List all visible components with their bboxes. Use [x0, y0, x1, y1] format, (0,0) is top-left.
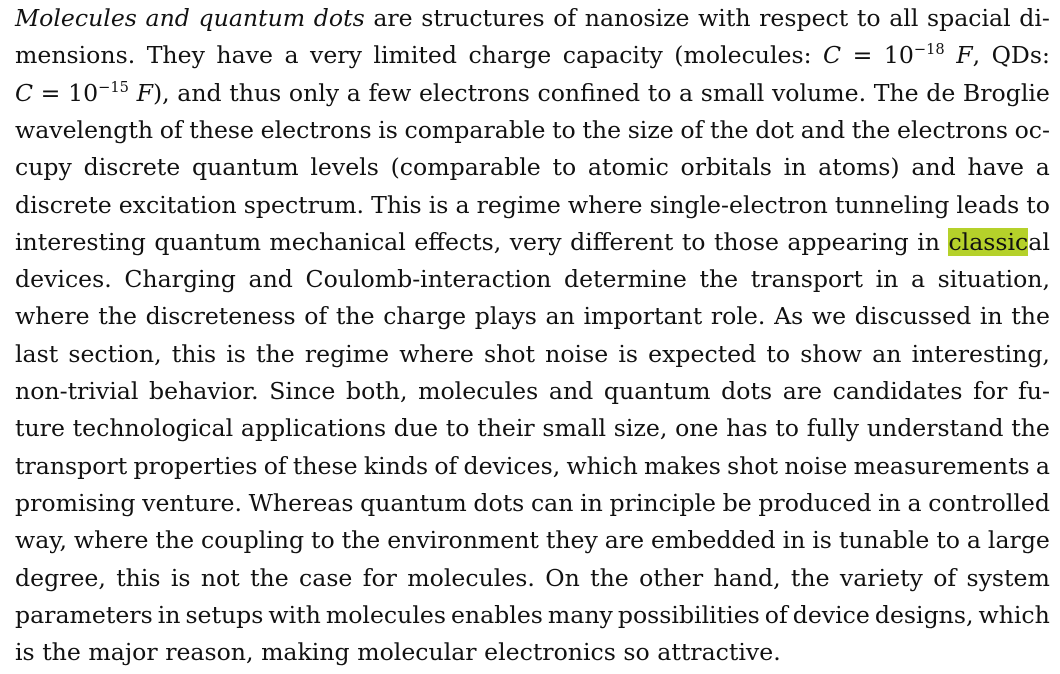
word: limited: [373, 41, 457, 70]
word: the: [699, 265, 739, 294]
word: setups: [185, 600, 264, 629]
word: noise: [545, 339, 609, 368]
word: the: [709, 115, 749, 144]
word: devices.: [15, 265, 112, 294]
word: a: [910, 265, 926, 294]
text-line: [15, 75, 1050, 112]
word: an: [872, 339, 902, 368]
word: understand: [866, 414, 1004, 443]
word: their: [477, 414, 535, 443]
word: parameters: [15, 600, 153, 629]
word: interesting: [15, 227, 146, 256]
word: controlled: [928, 488, 1050, 517]
word: appearing: [787, 227, 909, 256]
word: a: [907, 488, 922, 517]
word: effects,: [414, 227, 502, 256]
word: fu-: [1018, 377, 1050, 405]
word: a: [284, 41, 299, 70]
word: an: [545, 302, 575, 331]
word: promising: [15, 488, 136, 517]
word: kinds: [363, 451, 429, 480]
word: regime: [476, 190, 561, 219]
word: comparable: [404, 115, 546, 144]
word: tunneling: [834, 190, 950, 219]
word: a: [679, 78, 694, 107]
word: is: [812, 526, 832, 555]
word: non-trivial: [15, 377, 139, 405]
word: to: [552, 115, 576, 144]
word: in: [782, 526, 806, 555]
word: $10^{-18}$: [883, 41, 945, 70]
word: is: [378, 115, 398, 144]
word: to: [936, 526, 960, 555]
word: is: [170, 563, 191, 592]
word: small: [542, 414, 607, 443]
word: designs,: [874, 600, 974, 629]
word: discrete: [15, 190, 112, 219]
word: of: [553, 4, 577, 32]
word: and: [548, 377, 594, 405]
word: of: [764, 600, 788, 629]
word: dot: [755, 115, 795, 144]
word: molecules: [325, 600, 446, 629]
word: coupling: [200, 526, 305, 555]
word: a: [1035, 153, 1050, 182]
word: C: [15, 78, 34, 107]
word: large: [987, 526, 1050, 555]
text-line: [15, 485, 1050, 522]
word: Coulomb-interaction: [305, 265, 552, 294]
word: variety: [839, 563, 923, 592]
word: reason,: [165, 638, 254, 667]
word: in: [783, 153, 807, 182]
word: to: [681, 227, 706, 256]
word: C: [823, 41, 842, 70]
word: the: [582, 115, 622, 144]
word: atomic: [587, 153, 669, 182]
word: these: [292, 451, 358, 480]
word: spectrum.: [243, 190, 365, 219]
word: capacity: [562, 41, 663, 70]
word: excitation: [118, 190, 237, 219]
word: where: [567, 190, 643, 219]
word: in: [979, 302, 1003, 331]
word: the: [590, 563, 629, 592]
word: both,: [345, 377, 408, 405]
word: shot: [484, 339, 535, 368]
word: molecules: [418, 377, 539, 405]
word: the: [790, 563, 830, 592]
word: all: [889, 4, 919, 32]
word: Broglie: [962, 78, 1050, 107]
word: =: [40, 78, 61, 107]
word: Molecules: [15, 4, 137, 32]
word: expected: [648, 339, 757, 368]
word: system: [966, 563, 1050, 592]
text-line: [15, 560, 1050, 597]
word: discrete: [83, 153, 181, 182]
word: in: [157, 600, 181, 629]
word: case: [299, 563, 353, 592]
word: behavior.: [149, 377, 259, 405]
text-line: [15, 410, 1050, 447]
word: electrons: [896, 115, 1008, 144]
word: only: [288, 78, 340, 107]
word: quantum: [360, 488, 467, 517]
word: in: [875, 265, 899, 294]
word: to: [311, 526, 335, 555]
text-line: [15, 261, 1050, 298]
word: discreteness: [145, 302, 296, 331]
text-line: [15, 298, 1050, 335]
word: F,: [956, 41, 981, 70]
word: situation,: [937, 265, 1050, 294]
word: to: [1026, 190, 1050, 219]
word: a: [1035, 451, 1050, 480]
word: mechanical: [269, 227, 406, 256]
word: of: [933, 563, 957, 592]
word: is: [226, 339, 246, 368]
word: charge: [383, 302, 467, 331]
word: is: [618, 339, 638, 368]
word: Whereas: [248, 488, 354, 517]
word: the: [335, 302, 375, 331]
word: of: [304, 302, 328, 331]
word: transport: [15, 451, 128, 480]
word: the: [256, 339, 295, 368]
word: of: [263, 451, 287, 480]
word: other: [639, 563, 704, 592]
word: determine: [563, 265, 687, 294]
word: size,: [613, 414, 668, 443]
word: are: [782, 377, 823, 405]
word: candidates: [832, 377, 963, 405]
word: device: [792, 600, 870, 629]
word: for: [362, 563, 397, 592]
word: due: [393, 414, 439, 443]
word: quantum: [603, 377, 711, 405]
word: to: [445, 414, 470, 443]
word: regime: [304, 339, 390, 368]
word: electrons: [260, 115, 372, 144]
exponent: −18: [913, 41, 945, 59]
word: to: [856, 4, 881, 32]
word: charge: [468, 41, 552, 70]
word: major: [88, 638, 158, 667]
word: volume.: [771, 78, 867, 107]
word: respect: [759, 4, 849, 32]
word: is: [428, 190, 449, 219]
word: They: [146, 41, 205, 70]
word: dots: [721, 377, 773, 405]
word: $10^{-15}$: [68, 78, 129, 107]
word: few: [368, 78, 412, 107]
word: can: [530, 488, 574, 517]
word: confined: [537, 78, 641, 107]
text-line: [15, 224, 1050, 261]
word: the: [250, 563, 289, 592]
word: the: [851, 115, 891, 144]
word: thus: [229, 78, 282, 107]
word: has: [726, 414, 768, 443]
word: we: [811, 302, 847, 331]
word: and: [145, 4, 190, 32]
word: quantum: [154, 227, 261, 256]
word: electrons: [418, 78, 530, 107]
word: not: [200, 563, 240, 592]
word: and: [911, 153, 956, 182]
word: last: [15, 339, 59, 368]
word: interesting,: [911, 339, 1050, 368]
word: single-electron: [649, 190, 828, 219]
word: tunable: [838, 526, 930, 555]
word: a: [455, 190, 470, 219]
word: noise: [784, 451, 848, 480]
word: On: [545, 563, 580, 592]
word: dots: [313, 4, 365, 32]
word: makes: [644, 451, 721, 480]
word: very: [509, 227, 562, 256]
word: show: [800, 339, 862, 368]
word: nanosize: [584, 4, 690, 32]
text-line: [15, 149, 1050, 186]
word: one: [675, 414, 719, 443]
word: orbitals: [680, 153, 772, 182]
word: devices,: [463, 451, 561, 480]
word: very: [310, 41, 362, 70]
word: molecular: [357, 638, 477, 667]
word: electronics: [484, 638, 616, 667]
word: QDs:: [991, 41, 1050, 70]
word: which: [566, 451, 638, 480]
word: plays: [474, 302, 537, 331]
word: oc-: [1014, 115, 1050, 144]
word: a: [346, 78, 361, 107]
word: in: [878, 488, 901, 517]
word: with: [268, 600, 321, 629]
word: shot: [727, 451, 779, 480]
word: they: [545, 526, 598, 555]
word: leads: [956, 190, 1020, 219]
word: =: [852, 41, 873, 70]
text-line: [15, 37, 1050, 74]
word: the: [1011, 414, 1050, 443]
word: properties: [133, 451, 258, 480]
word: these: [189, 115, 254, 144]
word: Charging: [124, 265, 236, 294]
word: to: [766, 339, 791, 368]
word: wavelength: [15, 115, 154, 144]
word: where: [399, 339, 474, 368]
word: dots: [473, 488, 525, 517]
word: As: [774, 302, 804, 331]
word: levels: [310, 153, 379, 182]
text-line: [15, 373, 1050, 410]
word: have: [967, 153, 1025, 182]
word: those: [713, 227, 779, 256]
word: spacial: [927, 4, 1011, 32]
word: important: [583, 302, 703, 331]
word: with: [698, 4, 751, 32]
word: the: [341, 526, 381, 555]
word: which: [978, 600, 1050, 629]
word: cupy: [15, 153, 72, 182]
word: in: [580, 488, 603, 517]
word: F),: [136, 78, 170, 107]
word: a: [966, 526, 981, 555]
word: where: [73, 526, 149, 555]
word: this: [116, 563, 161, 592]
word: venture.: [142, 488, 243, 517]
text-line: [15, 448, 1050, 485]
word: transport: [750, 265, 863, 294]
word: and: [177, 78, 222, 107]
word: enables: [450, 600, 543, 629]
word: degree,: [15, 563, 106, 592]
word: and: [800, 115, 846, 144]
word: so: [623, 638, 650, 667]
word: in: [917, 227, 940, 256]
word: measurements: [853, 451, 1030, 480]
word: quantum: [198, 4, 306, 32]
text-line: [15, 336, 1050, 373]
word: this: [171, 339, 217, 368]
word: to: [552, 153, 577, 182]
word: possibilities: [617, 600, 760, 629]
word: atoms): [818, 153, 900, 182]
word: molecules.: [407, 563, 535, 592]
word: many: [547, 600, 613, 629]
word: di-: [1019, 4, 1050, 32]
word: be: [722, 488, 752, 517]
text-line: [15, 187, 1050, 224]
exponent: −15: [98, 78, 129, 96]
word: The: [873, 78, 919, 107]
word: role.: [710, 302, 766, 331]
word: the: [155, 526, 195, 555]
text-line: [15, 0, 1050, 37]
word: ture: [15, 414, 65, 443]
word: (comparable: [390, 153, 541, 182]
word: quantum: [192, 153, 299, 182]
word: environment: [387, 526, 539, 555]
word: of: [159, 115, 183, 144]
word: attractive.: [657, 638, 781, 667]
word: principle: [609, 488, 716, 517]
word: structures: [421, 4, 545, 32]
word: of: [434, 451, 458, 480]
word: (molecules:: [674, 41, 812, 70]
word: section,: [68, 339, 162, 368]
word: the: [1011, 302, 1050, 331]
word: is: [15, 638, 35, 667]
word: for: [973, 377, 1008, 405]
word: the: [98, 302, 137, 331]
word: Since: [269, 377, 336, 405]
text-line: [15, 522, 1050, 559]
word: This: [371, 190, 422, 219]
word: the: [42, 638, 81, 667]
word: making: [261, 638, 350, 667]
word: to: [775, 414, 799, 443]
word: de: [926, 78, 956, 107]
highlighted-word: classical: [948, 227, 1050, 256]
highlight-mark: classic: [948, 227, 1029, 256]
word: are: [604, 526, 645, 555]
word: way,: [15, 526, 67, 555]
word: where: [15, 302, 90, 331]
word: fully: [806, 414, 860, 443]
word: have: [216, 41, 273, 70]
word: mensions.: [15, 41, 136, 70]
word: embedded: [650, 526, 776, 555]
word: discussed: [854, 302, 972, 331]
text-line: [15, 597, 1050, 634]
word: are: [373, 4, 413, 32]
word: hand,: [713, 563, 781, 592]
word: and: [248, 265, 293, 294]
word: size: [627, 115, 674, 144]
word: produced: [758, 488, 872, 517]
text-line: [15, 634, 1050, 671]
text-line: [15, 112, 1050, 149]
word: technological: [72, 414, 234, 443]
word: different: [570, 227, 674, 256]
word: applications: [240, 414, 387, 443]
word: small: [700, 78, 765, 107]
word: of: [680, 115, 704, 144]
word: to: [647, 78, 672, 107]
